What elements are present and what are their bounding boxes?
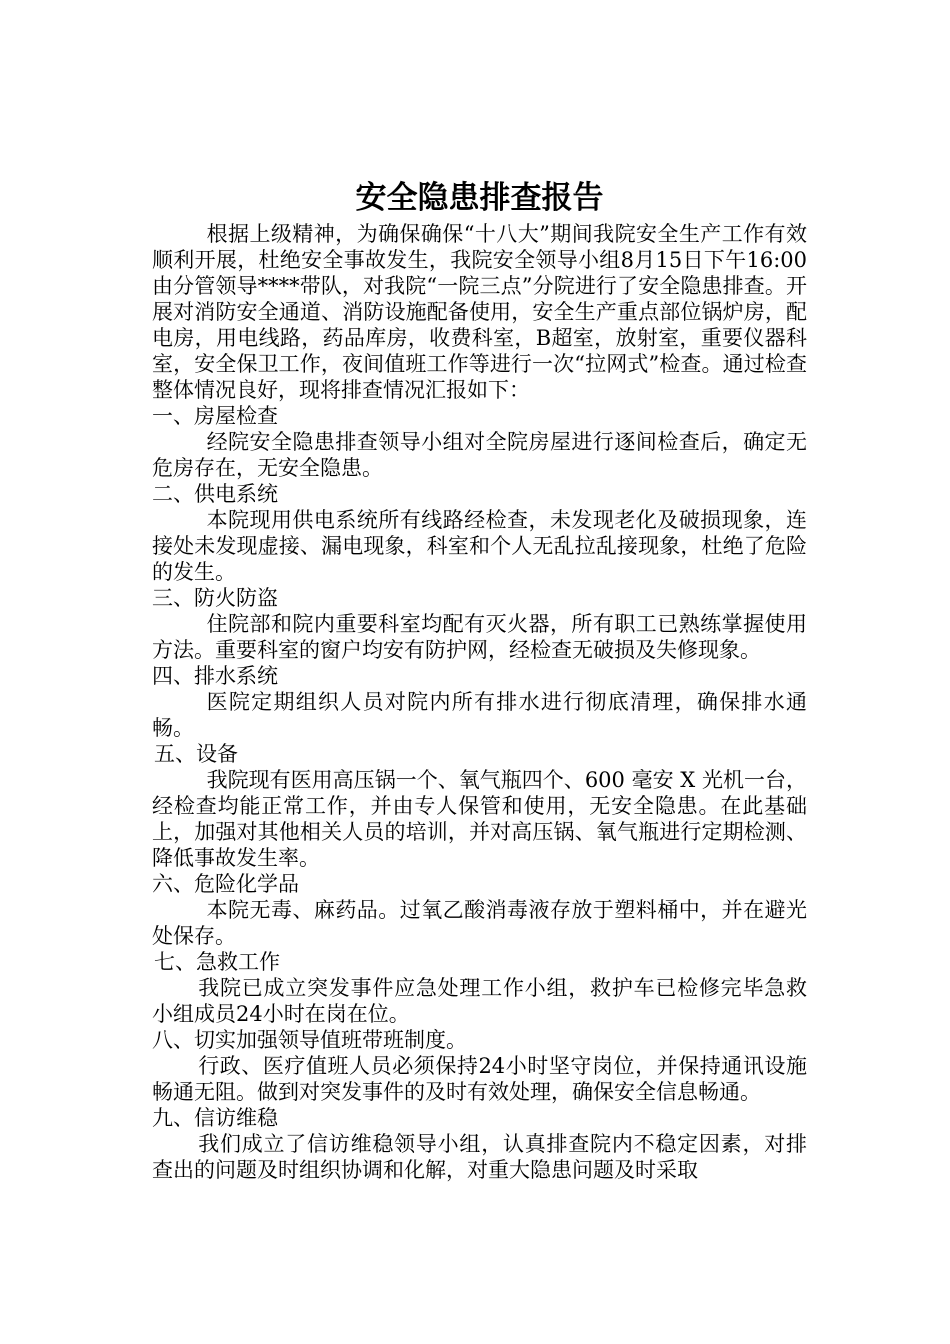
section-heading-1: 一、房屋检查 bbox=[152, 404, 278, 428]
section-body-3: 住院部和院内重要科室均配有灭火器，所有职工已熟练掌握使用方法。重要科室的窗户均安有防护网，经检查无破损及失修现象。 bbox=[152, 612, 807, 662]
document-title: 安全隐患排查报告 bbox=[355, 180, 604, 216]
document-body bbox=[152, 178, 807, 1183]
intro-paragraph: 根据上级精神，为确保确保“十八大”期间我院安全生产工作有效顺利开展，杜绝安全事故发生，我院安全领导小组8月15日下午16:00由分管领导****带队，对我院“一院三点”分院进行了安全隐患排查。开展对消防安全通道、消防设施配备使用，安全生产重点部位锅炉房，配电房，用电线路，药品库房，收费科室，B超室，放射室，重要仪器科室，安全保卫工作，夜间值班工作等进行一次“拉网式”检查。通过检查整体情况良好，现将排查情况汇报如下： bbox=[152, 222, 807, 402]
section-body-8: 行政、医疗值班人员必须保持24小时坚守岗位，并保持通讯设施畅通无阻。做到对突发事件的及时有效处理，确保安全信息畅通。 bbox=[152, 1054, 807, 1104]
section-body-2: 本院现用供电系统所有线路经检查，未发现老化及破损现象，连接处未发现虚接、漏电现象，科室和个人无乱拉乱接现象，杜绝了危险的发生。 bbox=[152, 508, 807, 584]
section-heading-7: 七、急救工作 bbox=[154, 950, 280, 974]
section-heading-4: 四、排水系统 bbox=[152, 664, 278, 688]
section-body-7: 我院已成立突发事件应急处理工作小组，救护车已检修完毕急救小组成员24小时在岗在位。 bbox=[152, 976, 807, 1026]
section-body-1: 经院安全隐患排查领导小组对全院房屋进行逐间检查后，确定无危房存在，无安全隐患。 bbox=[152, 430, 807, 480]
section-body-9: 我们成立了信访维稳领导小组，认真排查院内不稳定因素，对排查出的问题及时组织协调和化解，对重大隐患问题及时采取 bbox=[152, 1132, 807, 1182]
section-heading-2: 二、供电系统 bbox=[152, 482, 278, 506]
section-body-4: 医院定期组织人员对院内所有排水进行彻底清理，确保排水通畅。 bbox=[152, 690, 807, 740]
section-heading-8: 八、切实加强领导值班带班制度。 bbox=[152, 1028, 467, 1052]
section-heading-5: 五、设备 bbox=[154, 742, 238, 766]
section-heading-3: 三、防火防盗 bbox=[152, 586, 278, 610]
section-heading-9: 九、信访维稳 bbox=[152, 1106, 278, 1130]
section-body-5: 我院现有医用高压锅一个、氧气瓶四个、600 毫安 X 光机一台，经检查均能正常工作，并由专人保管和使用，无安全隐患。在此基础上，加强对其他相关人员的培训，并对高压锅、氧气瓶进行定期检测、降低事故发生率。 bbox=[152, 768, 807, 870]
section-body-6: 本院无毒、麻药品。过氧乙酸消毒液存放于塑料桶中，并在避光处保存。 bbox=[152, 898, 807, 948]
section-heading-6: 六、危险化学品 bbox=[152, 872, 299, 896]
